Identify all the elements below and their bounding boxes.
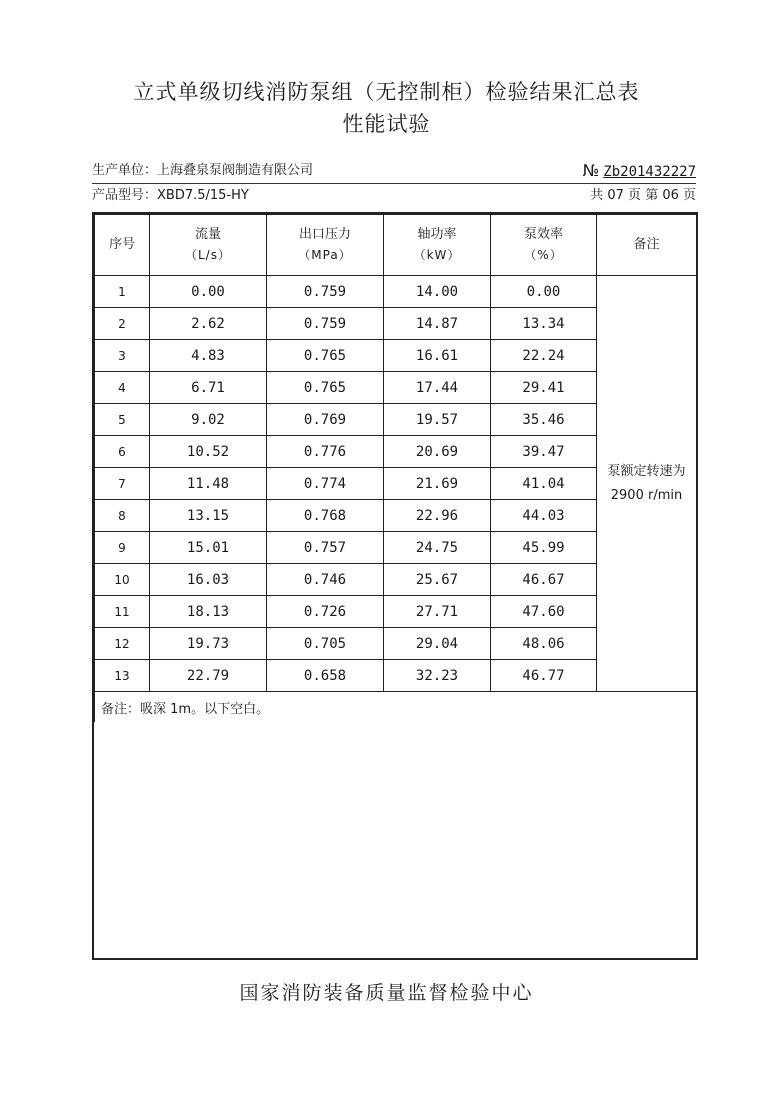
column-header-power: 轴功率 （kW）: [384, 215, 491, 276]
cell-power: 32.23: [384, 660, 491, 692]
cell-pressure: 0.768: [267, 500, 384, 532]
cell-pressure: 0.769: [267, 404, 384, 436]
document-number-value: Zb201432227: [603, 164, 696, 180]
cell-power: 16.61: [384, 340, 491, 372]
issuing-organization: 国家消防装备质量监督检验中心: [239, 982, 534, 1004]
cell-pressure: 0.765: [267, 340, 384, 372]
cell-flow: 15.01: [150, 532, 267, 564]
cell-no: 4: [95, 372, 150, 404]
cell-pressure: 0.757: [267, 532, 384, 564]
results-frame: [92, 212, 698, 960]
cell-efficiency: 46.67: [491, 564, 597, 596]
cell-flow: 13.15: [150, 500, 267, 532]
cell-efficiency: 22.24: [491, 340, 597, 372]
cell-pressure: 0.726: [267, 596, 384, 628]
cell-flow: 9.02: [150, 404, 267, 436]
cell-pressure: 0.765: [267, 372, 384, 404]
cell-flow: 4.83: [150, 340, 267, 372]
cell-power: 21.69: [384, 468, 491, 500]
cell-efficiency: 39.47: [491, 436, 597, 468]
cell-no: 7: [95, 468, 150, 500]
cell-pressure: 0.759: [267, 276, 384, 308]
cell-pressure: 0.705: [267, 628, 384, 660]
performance-table: [94, 214, 697, 722]
cell-no: 11: [95, 596, 150, 628]
table-row: [95, 276, 697, 308]
remark-cell: [597, 276, 697, 692]
cell-power: 25.67: [384, 564, 491, 596]
cell-power: 20.69: [384, 436, 491, 468]
cell-efficiency: 46.77: [491, 660, 597, 692]
cell-flow: 2.62: [150, 308, 267, 340]
cell-power: 17.44: [384, 372, 491, 404]
model-row: [92, 186, 696, 206]
cell-no: 9: [95, 532, 150, 564]
document-subtitle: 性能试验: [342, 112, 431, 136]
manufacturer-info: [92, 161, 313, 181]
document-title: 立式单级切线消防泵组（无控制柜）检验结果汇总表: [133, 80, 640, 104]
model-info: [92, 186, 249, 206]
cell-efficiency: 0.00: [491, 276, 597, 308]
cell-pressure: 0.759: [267, 308, 384, 340]
cell-power: 29.04: [384, 628, 491, 660]
cell-power: 14.87: [384, 308, 491, 340]
column-header-pressure: 出口压力 （MPa）: [267, 215, 384, 276]
cell-pressure: 0.746: [267, 564, 384, 596]
column-header-remark: 备注: [597, 215, 697, 276]
cell-no: 13: [95, 660, 150, 692]
cell-flow: 0.00: [150, 276, 267, 308]
cell-efficiency: 47.60: [491, 596, 597, 628]
cell-power: 22.96: [384, 500, 491, 532]
cell-no: 6: [95, 436, 150, 468]
model-value: XBD7.5/15-HY: [157, 188, 249, 203]
cell-pressure: 0.774: [267, 468, 384, 500]
cell-flow: 10.52: [150, 436, 267, 468]
cell-power: 14.00: [384, 276, 491, 308]
cell-power: 24.75: [384, 532, 491, 564]
info-divider: [92, 183, 696, 184]
cell-pressure: 0.658: [267, 660, 384, 692]
cell-flow: 11.48: [150, 468, 267, 500]
note-row: [95, 692, 697, 723]
remark-line-1: 泵额定转速为: [607, 463, 686, 479]
column-header-efficiency: 泵效率 （%）: [491, 215, 597, 276]
cell-pressure: 0.776: [267, 436, 384, 468]
cell-no: 8: [95, 500, 150, 532]
remark-line-2: 2900 r/min: [610, 487, 683, 503]
model-label: 产品型号：: [92, 188, 158, 203]
cell-efficiency: 48.06: [491, 628, 597, 660]
manufacturer-value: 上海叠泉泵阀制造有限公司: [157, 163, 314, 178]
table-header-row: [95, 215, 697, 276]
cell-flow: 16.03: [150, 564, 267, 596]
cell-efficiency: 35.46: [491, 404, 597, 436]
cell-efficiency: 45.99: [491, 532, 597, 564]
cell-efficiency: 29.41: [491, 372, 597, 404]
cell-no: 1: [95, 276, 150, 308]
document-number: [583, 161, 696, 183]
cell-efficiency: 44.03: [491, 500, 597, 532]
cell-flow: 19.73: [150, 628, 267, 660]
cell-no: 5: [95, 404, 150, 436]
cell-no: 2: [95, 308, 150, 340]
cell-flow: 6.71: [150, 372, 267, 404]
cell-no: 3: [95, 340, 150, 372]
column-header-flow: 流量 （L/s）: [150, 215, 267, 276]
cell-flow: 18.13: [150, 596, 267, 628]
cell-flow: 22.79: [150, 660, 267, 692]
page-count: 共 07 页 第 06 页: [590, 188, 696, 203]
cell-no: 12: [95, 628, 150, 660]
cell-power: 19.57: [384, 404, 491, 436]
cell-efficiency: 13.34: [491, 308, 597, 340]
number-symbol: №: [582, 161, 600, 180]
column-header-no: 序号: [95, 215, 150, 276]
cell-power: 27.71: [384, 596, 491, 628]
cell-efficiency: 41.04: [491, 468, 597, 500]
manufacturer-row: [92, 161, 696, 181]
note-text: 备注：吸深 1m。以下空白。: [95, 692, 697, 723]
manufacturer-label: 生产单位：: [92, 163, 158, 178]
cell-no: 10: [95, 564, 150, 596]
